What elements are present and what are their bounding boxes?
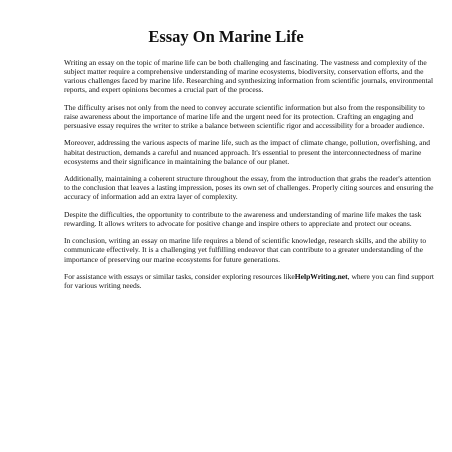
paragraph-rewarding: Despite the difficulties, the opportunity to contribute to the awareness and understanding of marine life makes the task rewarding. It allows writers to advocate for positive change and inspire others to appreciate and protect our oceans.: [64, 209, 422, 228]
paragraph-structure: Additionally, maintaining a coherent structure throughout the essay, from the introduction that grabs the reader's attention to the conclusion that leaves a lasting impression, poses its own set of challenges. Properly citing sources and ensuring the accuracy of information add an extra layer of complexity.: [64, 174, 434, 202]
essay-title: Essay On Marine Life: [148, 27, 304, 46]
paragraph-intro: Writing an essay on the topic of marine life can be both challenging and fascinating. The vastness and complexity of the subject matter require a comprehensive understanding of marine ecosystems, biodiversity, conservation efforts, and the various challenges faced by marine life. Researching and synthesizing information from scientific journals, environmental reports, and expert opinions becomes a crucial part of the process.: [64, 58, 434, 95]
paragraph-closing: [64, 272, 436, 290]
essay-body: [64, 58, 436, 299]
closing-text-before: For assistance with essays or similar tasks, consider exploring resources like: [64, 272, 295, 282]
paragraph-conclusion: In conclusion, writing an essay on marine life requires a blend of scientific knowledge, research skills, and the ability to communicate effectively. It is a challenging yet fulfilling endeavor that can contribute to a greater understanding of the importance of preserving our marine ecosystems for future generations.: [64, 236, 427, 264]
paragraph-aspects: Moreover, addressing the various aspects of marine life, such as the impact of climate change, pollution, overfishing, and habitat destruction, demands a careful and nuanced approach. It's essential to present the interconnectedness of marine ecosystems and their significance in maintaining the balance of our planet.: [64, 138, 431, 166]
helpwriting-link[interactable]: HelpWriting.net: [294, 272, 348, 282]
paragraph-difficulty: The difficulty arises not only from the need to convey accurate scientific information but also from the responsibility to raise awareness about the importance of marine life and the urgent need for its protection. Crafting an engaging and persuasive essay requires the writer to strike a balance between scientific rigor and accessibility for a broader audience.: [64, 102, 425, 130]
closing-text-after: , where you can find support for various writing needs.: [64, 272, 435, 291]
